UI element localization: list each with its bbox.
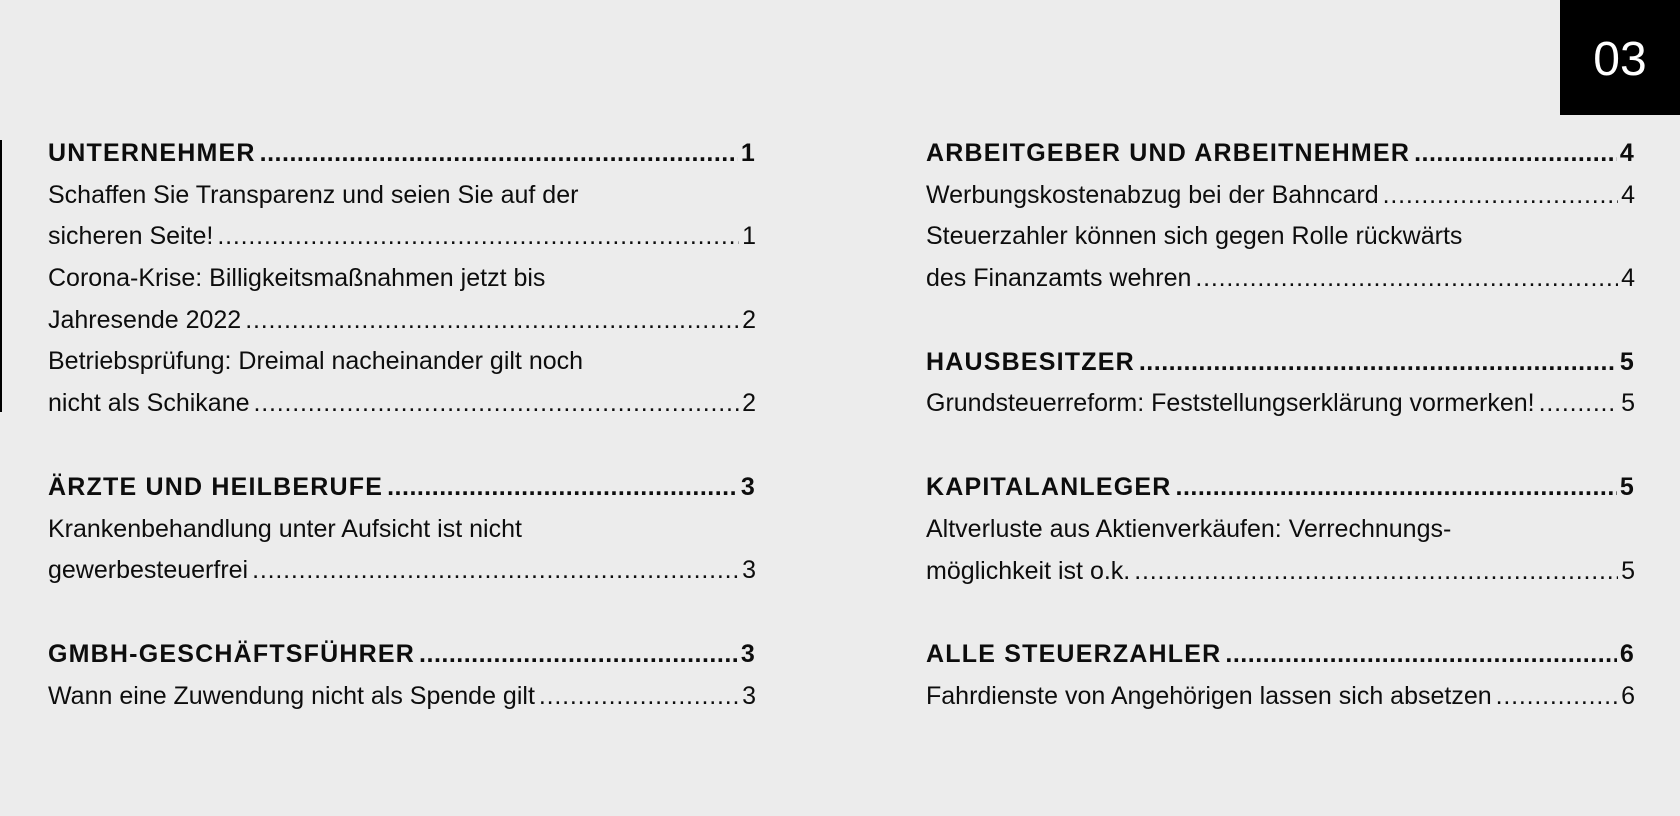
page-ref: 3: [742, 556, 756, 585]
page-number-badge: [1560, 0, 1680, 115]
toc-section-alle-steuerzahler: [926, 634, 1635, 717]
toc-entry-line[interactable]: Altverluste aus Aktienverkäufen: Verrechnungs-: [926, 514, 1452, 543]
toc-entry-line[interactable]: Betriebsprüfung: Dreimal nacheinander gilt noch: [48, 347, 584, 376]
section-title: ARBEITGEBER UND ARBEITNEHMER: [926, 139, 1411, 167]
entry-title: sicheren Seite!: [48, 222, 214, 251]
toc-section-gmbh: [48, 634, 756, 717]
dot-leader: [252, 550, 739, 592]
section-title: ÄRZTE UND HEILBERUFE: [48, 472, 384, 501]
page-ref: 3: [740, 472, 756, 501]
entry-title: Werbungskostenabzug bei der Bahncard: [926, 180, 1379, 209]
entry-title: gewerbesteuerfrei: [48, 556, 249, 585]
page-ref: 4: [1621, 264, 1635, 293]
page-ref: 4: [1619, 139, 1635, 167]
dot-leader: [1496, 676, 1618, 718]
page-ref: 4: [1621, 180, 1635, 209]
toc-entry[interactable]: [48, 216, 756, 258]
toc-right-column: [926, 133, 1635, 760]
dot-leader: [1414, 133, 1617, 175]
page-ref: 5: [1621, 389, 1635, 418]
toc-entry-line[interactable]: Corona-Krise: Billigkeitsmaßnahmen jetzt bis: [48, 264, 546, 293]
entry-title: Fahrdienste von Angehörigen lassen sich absetzen: [926, 681, 1492, 710]
dot-leader: [254, 383, 739, 425]
toc-entry[interactable]: [926, 551, 1635, 593]
page-ref: 6: [1619, 640, 1635, 669]
dot-leader: [260, 133, 738, 175]
dot-leader: [539, 676, 739, 718]
page-ref: 5: [1621, 556, 1635, 585]
toc-section-heading[interactable]: [48, 634, 756, 676]
dot-leader: [387, 467, 738, 509]
toc-section-heading[interactable]: [926, 634, 1635, 676]
section-title: ALLE STEUERZAHLER: [926, 640, 1222, 669]
entry-title: Grundsteuerreform: Feststellungserklärung vormerken!: [926, 389, 1535, 418]
dot-leader: [1383, 175, 1618, 217]
page-number: 03: [1593, 33, 1647, 86]
toc-section-heading[interactable]: [926, 467, 1635, 509]
left-margin-rule: [0, 140, 2, 412]
page-ref: 6: [1621, 681, 1635, 710]
entry-title: Jahresende 2022: [48, 305, 242, 334]
dot-leader: [1539, 383, 1618, 425]
toc-section-kapitalanleger: [926, 467, 1635, 592]
dot-leader: [1139, 342, 1617, 384]
dot-leader: [1134, 551, 1618, 593]
dot-leader: [1225, 634, 1616, 676]
toc-section-heading[interactable]: [926, 133, 1635, 175]
toc-section-aerzte: [48, 467, 756, 592]
toc-section-hausbesitzer: [926, 342, 1635, 425]
section-title: GMBH-GESCHÄFTSFÜHRER: [48, 639, 416, 668]
toc-entry[interactable]: [926, 383, 1635, 425]
page-ref: 5: [1619, 473, 1635, 502]
toc-entry[interactable]: [48, 550, 756, 592]
toc-section-heading[interactable]: [926, 342, 1635, 384]
toc-entry-line[interactable]: Schaffen Sie Transparenz und seien Sie auf der: [48, 180, 579, 209]
toc-section-unternehmer: [48, 133, 756, 425]
dot-leader: [217, 216, 739, 258]
dot-leader: [419, 634, 738, 676]
toc-section-heading[interactable]: [48, 133, 756, 175]
page-ref: 3: [742, 681, 756, 710]
toc-entry-line[interactable]: Steuerzahler können sich gegen Rolle rückwärts: [926, 222, 1463, 251]
page-ref: 5: [1619, 347, 1635, 376]
toc-left-column: [48, 133, 756, 759]
toc-entry[interactable]: [926, 175, 1635, 217]
dot-leader: [1176, 467, 1617, 509]
toc-entry[interactable]: [48, 676, 756, 718]
toc-entry[interactable]: [48, 300, 756, 342]
section-title: UNTERNEHMER: [48, 139, 256, 167]
toc-section-heading[interactable]: [48, 467, 756, 509]
section-title: KAPITALANLEGER: [926, 473, 1172, 502]
toc-entry[interactable]: [926, 676, 1635, 718]
page-ref: 1: [740, 139, 756, 167]
entry-title: nicht als Schikane: [48, 389, 250, 418]
entry-title: möglichkeit ist o.k.: [926, 556, 1131, 585]
page-ref: 3: [740, 639, 756, 668]
dot-leader: [245, 300, 739, 342]
toc-entry[interactable]: [48, 383, 756, 425]
dot-leader: [1195, 258, 1618, 300]
page-ref: 2: [742, 389, 756, 418]
toc-entry[interactable]: [926, 258, 1635, 300]
page-ref: 2: [742, 305, 756, 334]
toc-section-arbeitgeber: [926, 133, 1635, 300]
section-title: HAUSBESITZER: [926, 347, 1135, 376]
entry-title: Wann eine Zuwendung nicht als Spende gilt: [48, 681, 535, 710]
entry-title: des Finanzamts wehren: [926, 264, 1192, 293]
toc-entry-line[interactable]: Krankenbehandlung unter Aufsicht ist nicht: [48, 514, 522, 543]
page-ref: 1: [742, 222, 756, 251]
